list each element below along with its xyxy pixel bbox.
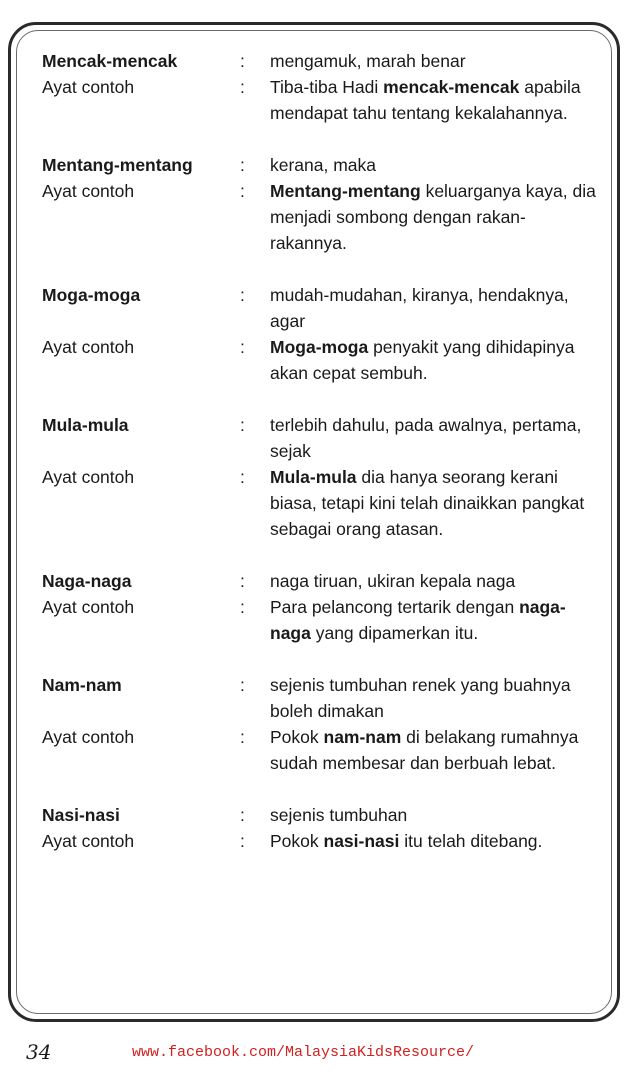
example-label: Ayat contoh bbox=[42, 77, 135, 97]
example-headword: mencak-mencak bbox=[383, 77, 520, 97]
meaning-row bbox=[42, 152, 602, 178]
meaning-row bbox=[42, 568, 602, 594]
headword: Mencak-mencak bbox=[42, 51, 178, 71]
example-row bbox=[42, 828, 602, 854]
example-sentence: Moga-moga penyakit yang dihidapinya akan cepat sembuh. bbox=[270, 337, 575, 383]
meaning: kerana, maka bbox=[270, 155, 377, 175]
glossary-entry bbox=[42, 152, 602, 256]
colon: : bbox=[240, 571, 245, 591]
example-label: Ayat contoh bbox=[42, 181, 135, 201]
glossary-entry bbox=[42, 412, 602, 542]
headword: Mula-mula bbox=[42, 415, 129, 435]
headword: Naga-naga bbox=[42, 571, 132, 591]
example-sentence: Pokok nam-nam di belakang rumahnya sudah membesar dan berbuah lebat. bbox=[270, 727, 579, 773]
meaning-row bbox=[42, 412, 602, 464]
colon: : bbox=[240, 415, 245, 435]
source-url: www.facebook.com/MalaysiaKidsResource/ bbox=[132, 1044, 475, 1061]
colon: : bbox=[240, 181, 245, 201]
headword: Nam-nam bbox=[42, 675, 122, 695]
glossary-entry bbox=[42, 48, 602, 126]
meaning-row bbox=[42, 672, 602, 724]
example-headword: Moga-moga bbox=[270, 337, 369, 357]
meaning: sejenis tumbuhan bbox=[270, 805, 408, 825]
colon: : bbox=[240, 831, 245, 851]
meaning: mudah-mudahan, kiranya, hendaknya, agar bbox=[270, 285, 569, 331]
example-sentence: Tiba-tiba Hadi mencak-mencak apabila mendapat tahu tentang kekalahannya. bbox=[270, 77, 581, 123]
colon: : bbox=[240, 597, 245, 617]
example-row bbox=[42, 594, 602, 646]
example-row bbox=[42, 334, 602, 386]
colon: : bbox=[240, 805, 245, 825]
glossary-entry bbox=[42, 282, 602, 386]
meaning: naga tiruan, ukiran kepala naga bbox=[270, 571, 516, 591]
colon: : bbox=[240, 727, 245, 747]
headword: Nasi-nasi bbox=[42, 805, 120, 825]
glossary-list bbox=[42, 48, 602, 880]
colon: : bbox=[240, 675, 245, 695]
colon: : bbox=[240, 51, 245, 71]
example-headword: Mentang-mentang bbox=[270, 181, 421, 201]
example-headword: Mula-mula bbox=[270, 467, 357, 487]
headword: Mentang-mentang bbox=[42, 155, 193, 175]
meaning-row bbox=[42, 802, 602, 828]
page-footer bbox=[0, 1040, 638, 1070]
example-headword: nasi-nasi bbox=[323, 831, 400, 851]
example-row bbox=[42, 74, 602, 126]
colon: : bbox=[240, 285, 245, 305]
example-label: Ayat contoh bbox=[42, 831, 135, 851]
example-label: Ayat contoh bbox=[42, 337, 135, 357]
colon: : bbox=[240, 467, 245, 487]
example-row bbox=[42, 724, 602, 776]
headword: Moga-moga bbox=[42, 285, 141, 305]
example-row bbox=[42, 178, 602, 256]
meaning-row bbox=[42, 48, 602, 74]
example-headword: naga-naga bbox=[270, 597, 566, 643]
example-sentence: Mentang-mentang keluarganya kaya, dia menjadi sombong dengan rakan-rakannya. bbox=[270, 181, 596, 253]
glossary-entry bbox=[42, 672, 602, 776]
meaning: mengamuk, marah benar bbox=[270, 51, 466, 71]
example-sentence: Pokok nasi-nasi itu telah ditebang. bbox=[270, 831, 543, 851]
glossary-entry bbox=[42, 802, 602, 854]
example-label: Ayat contoh bbox=[42, 727, 135, 747]
example-headword: nam-nam bbox=[323, 727, 402, 747]
colon: : bbox=[240, 337, 245, 357]
example-row bbox=[42, 464, 602, 542]
meaning-row bbox=[42, 282, 602, 334]
meaning: sejenis tumbuhan renek yang buahnya boleh dimakan bbox=[270, 675, 571, 721]
example-label: Ayat contoh bbox=[42, 467, 135, 487]
example-label: Ayat contoh bbox=[42, 597, 135, 617]
colon: : bbox=[240, 77, 245, 97]
glossary-entry bbox=[42, 568, 602, 646]
example-sentence: Mula-mula dia hanya seorang kerani biasa, tetapi kini telah dinaikkan pangkat sebagai orang atasan. bbox=[270, 467, 585, 539]
page-number: 34 bbox=[26, 1040, 52, 1064]
meaning: terlebih dahulu, pada awalnya, pertama, sejak bbox=[270, 415, 582, 461]
colon: : bbox=[240, 155, 245, 175]
example-sentence: Para pelancong tertarik dengan naga-naga yang dipamerkan itu. bbox=[270, 597, 566, 643]
